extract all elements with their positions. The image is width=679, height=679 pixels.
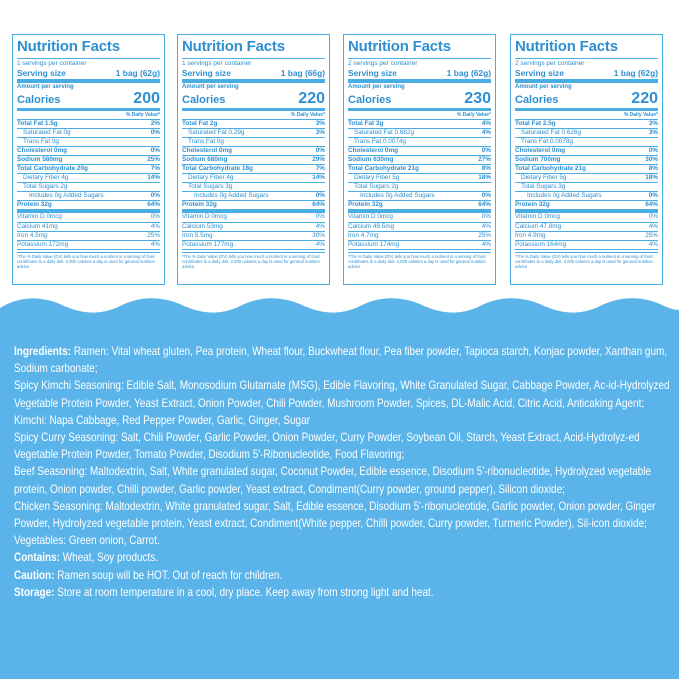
- nutrient-row: [17, 120, 160, 129]
- mineral-percent: 4%: [481, 222, 491, 230]
- nutrient-label: Total Fat 2g: [182, 119, 218, 127]
- nutrient-percent: 0%: [648, 192, 658, 200]
- nutrient-row: [182, 201, 325, 210]
- nutrient-row: [348, 138, 491, 147]
- nutrient-label: Includes 0g Added Sugars: [527, 192, 602, 200]
- nutrition-panel-3: [343, 34, 496, 285]
- calories-row: [182, 91, 325, 108]
- ingredients-paragraph: [14, 567, 672, 584]
- footnote: *The % Daily Value (DV) tells you how much a nutrient in a serving of food contributes to a daily diet. 2,000 calories a day is used for general nutrition advice.: [515, 252, 658, 269]
- ingredients-text-block: [14, 343, 672, 601]
- nutrient-percent: 0%: [481, 192, 491, 200]
- nutrient-label: Includes 0g Added Sugars: [29, 192, 104, 200]
- nutrient-row: [17, 192, 160, 201]
- nutrient-percent: 27%: [478, 155, 491, 163]
- mineral-percent: 4%: [648, 222, 658, 230]
- divider: [348, 108, 491, 111]
- ingredients-label: Storage:: [14, 585, 55, 599]
- calories-label: Calories: [515, 94, 559, 106]
- daily-value-header: % Daily Value*: [515, 112, 658, 120]
- nutrient-row: [348, 183, 491, 192]
- nutrient-label: Includes 0g Added Sugars: [194, 192, 269, 200]
- nutrient-percent: 64%: [147, 201, 160, 209]
- ingredients-label: Ingredients:: [14, 345, 72, 358]
- calories-row: [348, 91, 491, 108]
- mineral-row: [348, 223, 491, 232]
- nutrient-percent: 0%: [481, 146, 491, 154]
- ingredients-text: Ramen soup will be HOT. Out of reach for children.: [54, 568, 283, 582]
- serving-size-value: 1 bag (62g): [446, 68, 491, 78]
- nutrient-percent: 3%: [315, 119, 325, 127]
- mineral-percent: 4%: [315, 222, 325, 230]
- calories-value: 230: [464, 90, 491, 107]
- ingredients-text: Beef Seasoning: Maltodextrin, Salt, White granulated sugar, Coconut Powder, Edible essence, Disodium 5'-ribonucleotide, Hydrolyzed vegetable protein, Onion powder, Chilli powder, Garlic powder, Yeast extract, Condiment(Curry powder, ground pepper), Silicon dioxide;: [14, 465, 652, 496]
- mineral-row: [515, 213, 658, 222]
- serving-size-value: 1 bag (62g): [613, 68, 658, 78]
- nutrient-percent: 8%: [648, 164, 658, 172]
- nutrient-label: Protein 32g: [17, 201, 52, 209]
- nutrient-row: [515, 192, 658, 201]
- mineral-row: [17, 213, 160, 222]
- nutrient-label: Dietary Fiber 4g: [23, 174, 69, 182]
- serving-size-value: 1 bag (62g): [115, 68, 160, 78]
- serving-size-row: [17, 68, 160, 78]
- nutrient-label: Sodium 680mg: [182, 155, 228, 163]
- daily-value-header: % Daily Value*: [348, 112, 491, 120]
- panel-title: Nutrition Facts: [182, 38, 285, 55]
- servings-per-container: 1 servings per container: [182, 58, 325, 68]
- nutrient-label: Cholesterol 0mg: [515, 146, 566, 154]
- ingredients-text: Vegetables: Green onion, Carrot.: [14, 534, 160, 548]
- mineral-row: [17, 241, 160, 250]
- nutrient-percent: 18%: [478, 174, 491, 182]
- mineral-label: Vitamin D 0mcg: [348, 213, 393, 221]
- mineral-percent: 0%: [481, 213, 491, 221]
- nutrient-row: [17, 201, 160, 210]
- serving-size-label: Serving size: [182, 68, 231, 78]
- servings-per-container: 2 servings per container: [348, 58, 491, 68]
- nutrient-row: [17, 183, 160, 192]
- ingredients-label: Caution:: [14, 568, 55, 582]
- nutrient-row: [515, 201, 658, 210]
- calories-label: Calories: [348, 94, 392, 106]
- nutrient-percent: 3%: [315, 128, 325, 136]
- nutrient-row: [515, 165, 658, 174]
- nutrient-label: Cholesterol 0mg: [182, 146, 233, 154]
- nutrient-row: [348, 165, 491, 174]
- nutrient-row: [348, 147, 491, 156]
- nutrient-row: [515, 147, 658, 156]
- nutrient-label: Cholesterol 0mg: [17, 146, 68, 154]
- mineral-row: [348, 213, 491, 222]
- divider: [17, 79, 160, 83]
- mineral-label: Iron 4.5mg: [17, 231, 48, 239]
- nutrient-percent: 64%: [645, 201, 658, 209]
- nutrient-label: Total Carbohydrate 20g: [17, 164, 88, 172]
- mineral-percent: 4%: [150, 240, 160, 248]
- nutrient-label: Trans Fat 0g: [188, 137, 224, 145]
- serving-size-row: [348, 68, 491, 78]
- nutrient-label: Total Fat 2.5g: [515, 119, 556, 127]
- nutrient-percent: 8%: [481, 164, 491, 172]
- mineral-label: Potassium 174mg: [348, 240, 400, 248]
- nutrient-percent: 0%: [315, 146, 325, 154]
- nutrient-label: Total Sugars 3g: [188, 183, 233, 191]
- mineral-label: Potassium 177mg: [182, 240, 234, 248]
- ingredients-paragraph: [14, 377, 672, 411]
- ingredients-label: Contains:: [14, 551, 60, 565]
- mineral-percent: 0%: [648, 213, 658, 221]
- nutrient-label: Trans Fat 0.0078g: [521, 137, 573, 145]
- mineral-row: [515, 223, 658, 232]
- mineral-label: Calcium 49.5mg: [348, 222, 395, 230]
- nutrient-percent: 3%: [648, 119, 658, 127]
- nutrient-label: Saturated Fat 0g: [23, 128, 71, 136]
- nutrient-label: Sodium 700mg: [515, 155, 561, 163]
- mineral-percent: 4%: [481, 240, 491, 248]
- ingredients-text: Store at room temperature in a cool, dry place. Keep away from strong light and heat.: [54, 585, 434, 599]
- nutrient-row: [348, 129, 491, 138]
- panel-title: Nutrition Facts: [348, 38, 451, 55]
- nutrient-row: [515, 174, 658, 183]
- mineral-row: [515, 232, 658, 241]
- mineral-label: Calcium 53mg: [182, 222, 223, 230]
- nutrient-label: Saturated Fat 0.682g: [354, 128, 415, 136]
- mineral-percent: 25%: [645, 231, 658, 239]
- mineral-label: Calcium 47.8mg: [515, 222, 562, 230]
- ingredients-paragraph: [14, 498, 672, 532]
- nutrient-percent: 2%: [150, 119, 160, 127]
- mineral-percent: 4%: [150, 222, 160, 230]
- nutrient-label: Cholesterol 0mg: [348, 146, 399, 154]
- calories-row: [515, 91, 658, 108]
- mineral-label: Calcium 41mg: [17, 222, 58, 230]
- nutrient-percent: 7%: [315, 164, 325, 172]
- mineral-percent: 0%: [150, 213, 160, 221]
- divider: [515, 79, 658, 83]
- panel-title: Nutrition Facts: [515, 38, 618, 55]
- ingredients-text: Chicken Seasoning: Maltodextrin, White granulated sugar, Salt, Edible essence, Disodium 5'-ribonucleotide, Garlic powder, Onion powder, Ginger Powder, Hydrolyzed vegetable protein, Yeast extract, Condiment(White pepper, Chilli powder, Curry powder, Turmeric Powder), Sil-icon dioxide;: [14, 499, 656, 531]
- calories-value: 220: [298, 90, 325, 107]
- nutrient-row: [182, 165, 325, 174]
- nutrient-row: [17, 156, 160, 165]
- ingredients-paragraph: [14, 463, 672, 497]
- nutrient-label: Saturated Fat 0.29g: [188, 128, 245, 136]
- nutrient-percent: 0%: [150, 128, 160, 136]
- footnote: *The % Daily Value (DV) tells you how much a nutrient in a serving of food contributes to a daily diet. 2,000 calories a day is used for general nutrition advice.: [182, 252, 325, 269]
- nutrient-percent: 7%: [150, 164, 160, 172]
- serving-size-label: Serving size: [515, 68, 564, 78]
- nutrient-row: [348, 201, 491, 210]
- nutrient-percent: 0%: [150, 192, 160, 200]
- serving-size-row: [182, 68, 325, 78]
- mineral-percent: 30%: [312, 231, 325, 239]
- mineral-label: Potassium 172mg: [17, 240, 69, 248]
- ingredients-paragraph: [14, 532, 672, 549]
- nutrient-row: [17, 165, 160, 174]
- amount-per-serving: Amount per serving: [182, 84, 239, 90]
- servings-per-container: 1 servings per container: [17, 58, 160, 68]
- nutrient-label: Total Carbohydrate 18g: [182, 164, 253, 172]
- nutrient-percent: 64%: [478, 201, 491, 209]
- nutrient-label: Trans Fat 0.0074g: [354, 137, 406, 145]
- nutrient-row: [515, 183, 658, 192]
- nutrient-row: [348, 192, 491, 201]
- serving-size-label: Serving size: [348, 68, 397, 78]
- nutrient-row: [17, 147, 160, 156]
- nutrient-label: Total Sugars 2g: [354, 183, 399, 191]
- ingredients-paragraph: [14, 549, 672, 566]
- nutrient-row: [515, 120, 658, 129]
- nutrient-row: [182, 120, 325, 129]
- mineral-label: Potassium 164mg: [515, 240, 567, 248]
- nutrient-label: Total Carbohydrate 21g: [348, 164, 419, 172]
- ingredients-text: Wheat, Soy products.: [59, 551, 159, 565]
- nutrient-percent: 30%: [645, 155, 658, 163]
- nutrient-label: Sodium 630mg: [348, 155, 394, 163]
- mineral-row: [182, 213, 325, 222]
- nutrient-label: Protein 32g: [515, 201, 550, 209]
- mineral-row: [17, 232, 160, 241]
- nutrient-percent: 0%: [648, 146, 658, 154]
- nutrient-percent: 29%: [312, 155, 325, 163]
- mineral-percent: 25%: [147, 231, 160, 239]
- nutrient-percent: 64%: [312, 201, 325, 209]
- nutrition-panel-2: [177, 34, 330, 285]
- serving-size-value: 1 bag (66g): [280, 68, 325, 78]
- nutrient-label: Total Sugars 3g: [521, 183, 566, 191]
- nutrition-panels-area: [0, 0, 679, 300]
- mineral-label: Iron 4.7mg: [348, 231, 379, 239]
- nutrient-label: Total Fat 3g: [348, 119, 384, 127]
- mineral-percent: 4%: [648, 240, 658, 248]
- calories-value: 220: [631, 90, 658, 107]
- ingredients-text: Ramen: Vital wheat gluten, Pea protein, Wheat flour, Buckwheat flour, Pea fiber powder, Tapioca starch, Konjac powder, Xanthan gum, Sodium carbonate;: [14, 345, 668, 376]
- nutrient-row: [17, 174, 160, 183]
- nutrient-label: Includes 0g Added Sugars: [360, 192, 435, 200]
- mineral-row: [348, 241, 491, 250]
- mineral-label: Iron 4.9mg: [515, 231, 546, 239]
- nutrient-row: [182, 174, 325, 183]
- nutrient-percent: 18%: [645, 174, 658, 182]
- nutrient-percent: 14%: [312, 174, 325, 182]
- nutrient-label: Dietary Fiber 4g: [188, 174, 234, 182]
- mineral-label: Iron 5.5mg: [182, 231, 213, 239]
- nutrient-label: Dietary Fiber 5g: [521, 174, 567, 182]
- nutrition-panel-1: [12, 34, 165, 285]
- serving-size-label: Serving size: [17, 68, 66, 78]
- mineral-row: [182, 232, 325, 241]
- nutrient-percent: 4%: [481, 128, 491, 136]
- ingredients-paragraph: [14, 412, 672, 429]
- amount-per-serving: Amount per serving: [17, 84, 74, 90]
- nutrient-percent: 25%: [147, 155, 160, 163]
- nutrient-percent: 0%: [150, 146, 160, 154]
- mineral-row: [17, 223, 160, 232]
- nutrient-row: [348, 120, 491, 129]
- nutrient-label: Total Fat 1.5g: [17, 119, 58, 127]
- mineral-row: [182, 241, 325, 250]
- nutrient-label: Dietary Fiber 5g: [354, 174, 400, 182]
- nutrient-row: [182, 138, 325, 147]
- calories-row: [17, 91, 160, 108]
- mineral-row: [515, 241, 658, 250]
- nutrient-row: [182, 129, 325, 138]
- divider: [348, 79, 491, 83]
- nutrient-label: Trans Fat 0g: [23, 137, 59, 145]
- nutrient-row: [182, 192, 325, 201]
- nutrient-label: Total Carbohydrate 21g: [515, 164, 586, 172]
- nutrient-row: [182, 147, 325, 156]
- nutrient-row: [515, 156, 658, 165]
- mineral-percent: 0%: [315, 213, 325, 221]
- daily-value-header: % Daily Value*: [17, 112, 160, 120]
- amount-per-serving: Amount per serving: [348, 84, 405, 90]
- nutrient-percent: 4%: [481, 119, 491, 127]
- nutrient-row: [515, 129, 658, 138]
- ingredients-text: Spicy Curry Seasoning: Salt, Chili Powder, Garlic Powder, Onion Powder, Curry Powder, Soybean Oil, Starch, Yeast Extract, Acid-Hydrolyz-ed Vegetable Protein Powder, Tomato Powder, Disodium 5'-Ribonucleotide, Food Flavoring;: [14, 431, 640, 462]
- calories-value: 200: [133, 90, 160, 107]
- calories-label: Calories: [182, 94, 226, 106]
- divider: [515, 108, 658, 111]
- amount-per-serving: Amount per serving: [515, 84, 572, 90]
- nutrient-label: Protein 32g: [348, 201, 383, 209]
- nutrient-label: Total Sugars 2g: [23, 183, 68, 191]
- divider: [17, 108, 160, 111]
- calories-label: Calories: [17, 94, 61, 106]
- nutrition-panel-4: [510, 34, 663, 285]
- ingredients-paragraph: [14, 343, 672, 377]
- nutrient-row: [515, 138, 658, 147]
- nutrient-percent: 0%: [315, 192, 325, 200]
- ingredients-text: Spicy Kimchi Seasoning: Edible Salt, Monosodium Glutamate (MSG), Edible Flavoring, White Granulated Sugar, Cabbage Powder, Ac-id-Hydrolyzed Vegetable Protein Powder, Yeast Extract, Onion Powder, Chili Powder, Mushroom Powder, Spices, DL-Malic Acid, Citric Acid, Anticaking Agent;: [14, 379, 670, 410]
- nutrient-row: [182, 156, 325, 165]
- mineral-label: Vitamin D 0mcg: [182, 213, 227, 221]
- mineral-percent: 25%: [478, 231, 491, 239]
- ingredients-paragraph: [14, 429, 672, 463]
- nutrient-label: Protein 32g: [182, 201, 217, 209]
- footnote: *The % Daily Value (DV) tells you how much a nutrient in a serving of food contributes to a daily diet. 2,000 calories a day is used for general nutrition advice.: [348, 252, 491, 269]
- nutrient-label: Sodium 580mg: [17, 155, 63, 163]
- nutrient-percent: 14%: [147, 174, 160, 182]
- nutrient-label: Saturated Fat 0.626g: [521, 128, 582, 136]
- divider: [182, 79, 325, 83]
- daily-value-header: % Daily Value*: [182, 112, 325, 120]
- nutrient-row: [17, 138, 160, 147]
- nutrient-row: [182, 183, 325, 192]
- footnote: *The % Daily Value (DV) tells you how much a nutrient in a serving of food contributes to a daily diet. 2,000 calories a day is used for general nutrition advice.: [17, 252, 160, 269]
- nutrient-row: [348, 174, 491, 183]
- serving-size-row: [515, 68, 658, 78]
- nutrient-row: [348, 156, 491, 165]
- servings-per-container: 2 servings per container: [515, 58, 658, 68]
- divider: [182, 108, 325, 111]
- ingredients-text: Kimchi: Napa Cabbage, Red Pepper Powder, Garlic, Ginger, Sugar: [14, 413, 310, 427]
- nutrient-row: [17, 129, 160, 138]
- mineral-label: Vitamin D 0mcg: [17, 213, 62, 221]
- mineral-row: [348, 232, 491, 241]
- panel-title: Nutrition Facts: [17, 38, 120, 55]
- mineral-percent: 4%: [315, 240, 325, 248]
- mineral-row: [182, 223, 325, 232]
- mineral-label: Vitamin D 0mcg: [515, 213, 560, 221]
- nutrient-percent: 3%: [648, 128, 658, 136]
- ingredients-paragraph: [14, 584, 672, 601]
